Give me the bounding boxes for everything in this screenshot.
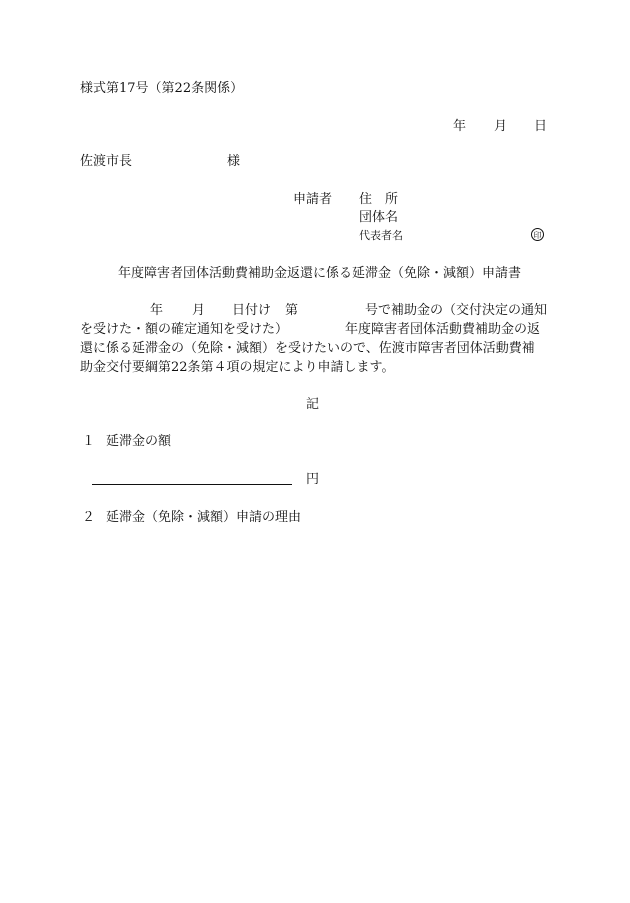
applicant-address-label: 住 所 bbox=[359, 192, 399, 207]
seal-mark: 印 bbox=[531, 228, 544, 241]
form-number: 様式第17号（第22条関係） bbox=[80, 81, 244, 96]
applicant-representative-label: 代表者名 bbox=[359, 229, 403, 242]
amount-unit: 円 bbox=[306, 472, 320, 487]
body-year: 年 bbox=[150, 303, 164, 318]
addressee-honorific: 様 bbox=[227, 154, 241, 169]
body-month: 月 bbox=[192, 303, 206, 318]
item-2-label: 延滞金（免除・減額）申請の理由 bbox=[106, 510, 302, 525]
applicant-label: 申請者 bbox=[293, 192, 333, 207]
document-title: 年度障害者団体活動費補助金返還に係る延滞金（免除・減額）申請書 bbox=[118, 266, 522, 281]
body-line2-end: 年度障害者団体活動費補助金の返 bbox=[345, 322, 541, 337]
addressee-name: 佐渡市長 bbox=[80, 154, 133, 169]
applicant-organization-label: 団体名 bbox=[359, 210, 399, 225]
body-dated: 日付け bbox=[232, 303, 272, 318]
item-1-number: １ bbox=[82, 434, 96, 449]
date-month: 月 bbox=[494, 119, 508, 134]
body-dai: 第 bbox=[285, 303, 299, 318]
body-line2-start: を受けた・額の確定通知を受けた） bbox=[80, 322, 289, 337]
item-2-number: ２ bbox=[82, 510, 96, 525]
date-day: 日 bbox=[534, 119, 548, 134]
date-year: 年 bbox=[453, 119, 467, 134]
body-line4: 助金交付要綱第22条第４項の規定により申請します。 bbox=[80, 360, 395, 375]
ki-heading: 記 bbox=[306, 397, 320, 412]
amount-underline bbox=[92, 484, 292, 485]
item-1-label: 延滞金の額 bbox=[106, 434, 172, 449]
body-line1-rest: 号で補助金の（交付決定の通知 bbox=[365, 303, 548, 318]
body-line3: 還に係る延滞金の（免除・減額）を受けたいので、佐渡市障害者団体活動費補 bbox=[80, 341, 535, 356]
